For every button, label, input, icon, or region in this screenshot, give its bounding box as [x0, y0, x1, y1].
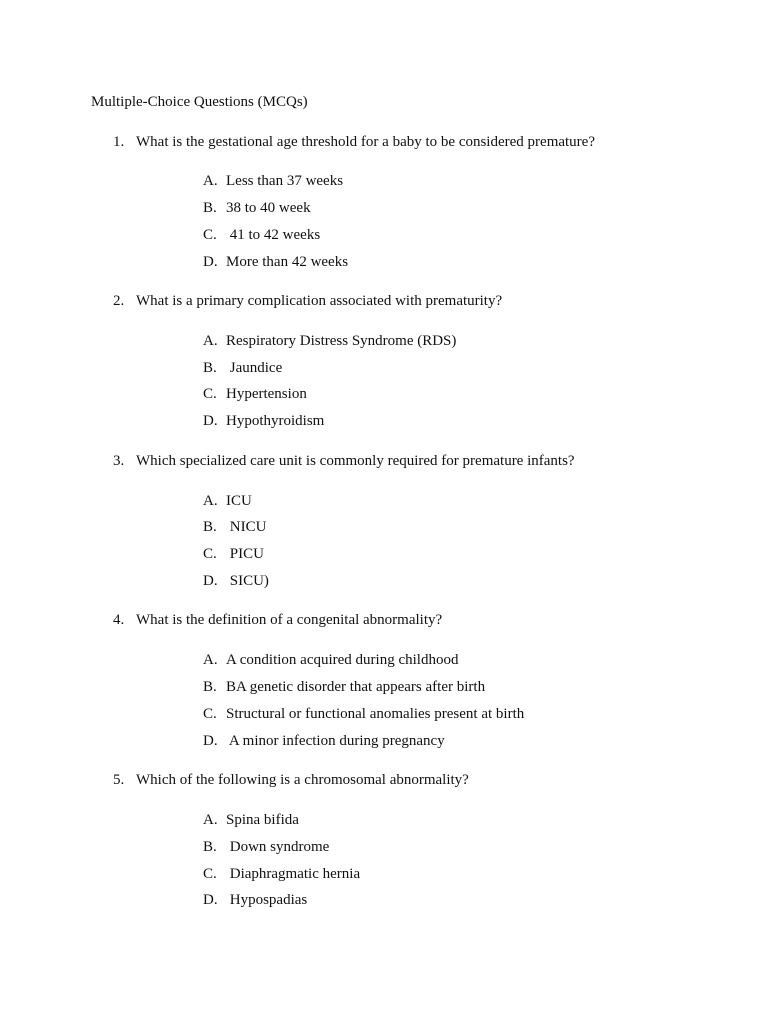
question-text: What is a primary complication associated with prematurity? [136, 293, 503, 309]
option-text: Diaphragmatic hernia [226, 866, 361, 882]
option-text: PICU [226, 546, 264, 562]
question-number: 4. [113, 612, 125, 628]
option-letter: A. [203, 652, 218, 668]
question-text: Which specialized care unit is commonly required for premature infants? [136, 453, 575, 469]
option-text: Structural or functional anomalies present at birth [226, 706, 525, 722]
option-text: Hypothyroidism [226, 413, 325, 429]
option-letter: D. [203, 573, 218, 589]
option-letter: A. [203, 333, 218, 349]
option-text: 38 to 40 week [226, 200, 311, 216]
option-text: A minor infection during pregnancy [226, 733, 445, 749]
option-letter: C. [203, 866, 217, 882]
option-text: 41 to 42 weeks [226, 227, 321, 243]
option-letter: B. [203, 200, 217, 216]
option-letter: D. [203, 733, 218, 749]
option-text: NICU [226, 519, 267, 535]
question-number: 1. [113, 134, 125, 150]
question-number: 2. [113, 293, 125, 309]
option-text: SICU) [226, 573, 269, 589]
option-text: More than 42 weeks [226, 254, 349, 270]
option-text: ICU [226, 493, 252, 509]
option-letter: D. [203, 254, 218, 270]
option-text: Less than 37 weeks [226, 173, 344, 189]
option-text: Spina bifida [226, 812, 299, 828]
question-number: 3. [113, 453, 125, 469]
option-letter: C. [203, 386, 217, 402]
option-letter: A. [203, 812, 218, 828]
question-text: Which of the following is a chromosomal abnormality? [136, 772, 469, 788]
question-text: What is the definition of a congenital abnormality? [136, 612, 443, 628]
option-letter: C. [203, 227, 217, 243]
option-letter: C. [203, 706, 217, 722]
option-text: Jaundice [226, 360, 283, 376]
option-letter: D. [203, 413, 218, 429]
option-text: Respiratory Distress Syndrome (RDS) [226, 333, 457, 349]
option-letter: B. [203, 839, 217, 855]
document-title: Multiple-Choice Questions (MCQs) [91, 94, 308, 110]
option-text: Hypospadias [226, 892, 308, 908]
question-number: 5. [113, 772, 125, 788]
question-text: What is the gestational age threshold for a baby to be considered premature? [136, 134, 595, 150]
option-text: Hypertension [226, 386, 307, 402]
option-letter: A. [203, 493, 218, 509]
option-letter: A. [203, 173, 218, 189]
option-letter: B. [203, 519, 217, 535]
option-letter: B. [203, 360, 217, 376]
option-text: Down syndrome [226, 839, 330, 855]
option-text: A condition acquired during childhood [226, 652, 459, 668]
option-text: BA genetic disorder that appears after birth [226, 679, 486, 695]
option-letter: D. [203, 892, 218, 908]
option-letter: C. [203, 546, 217, 562]
option-letter: B. [203, 679, 217, 695]
